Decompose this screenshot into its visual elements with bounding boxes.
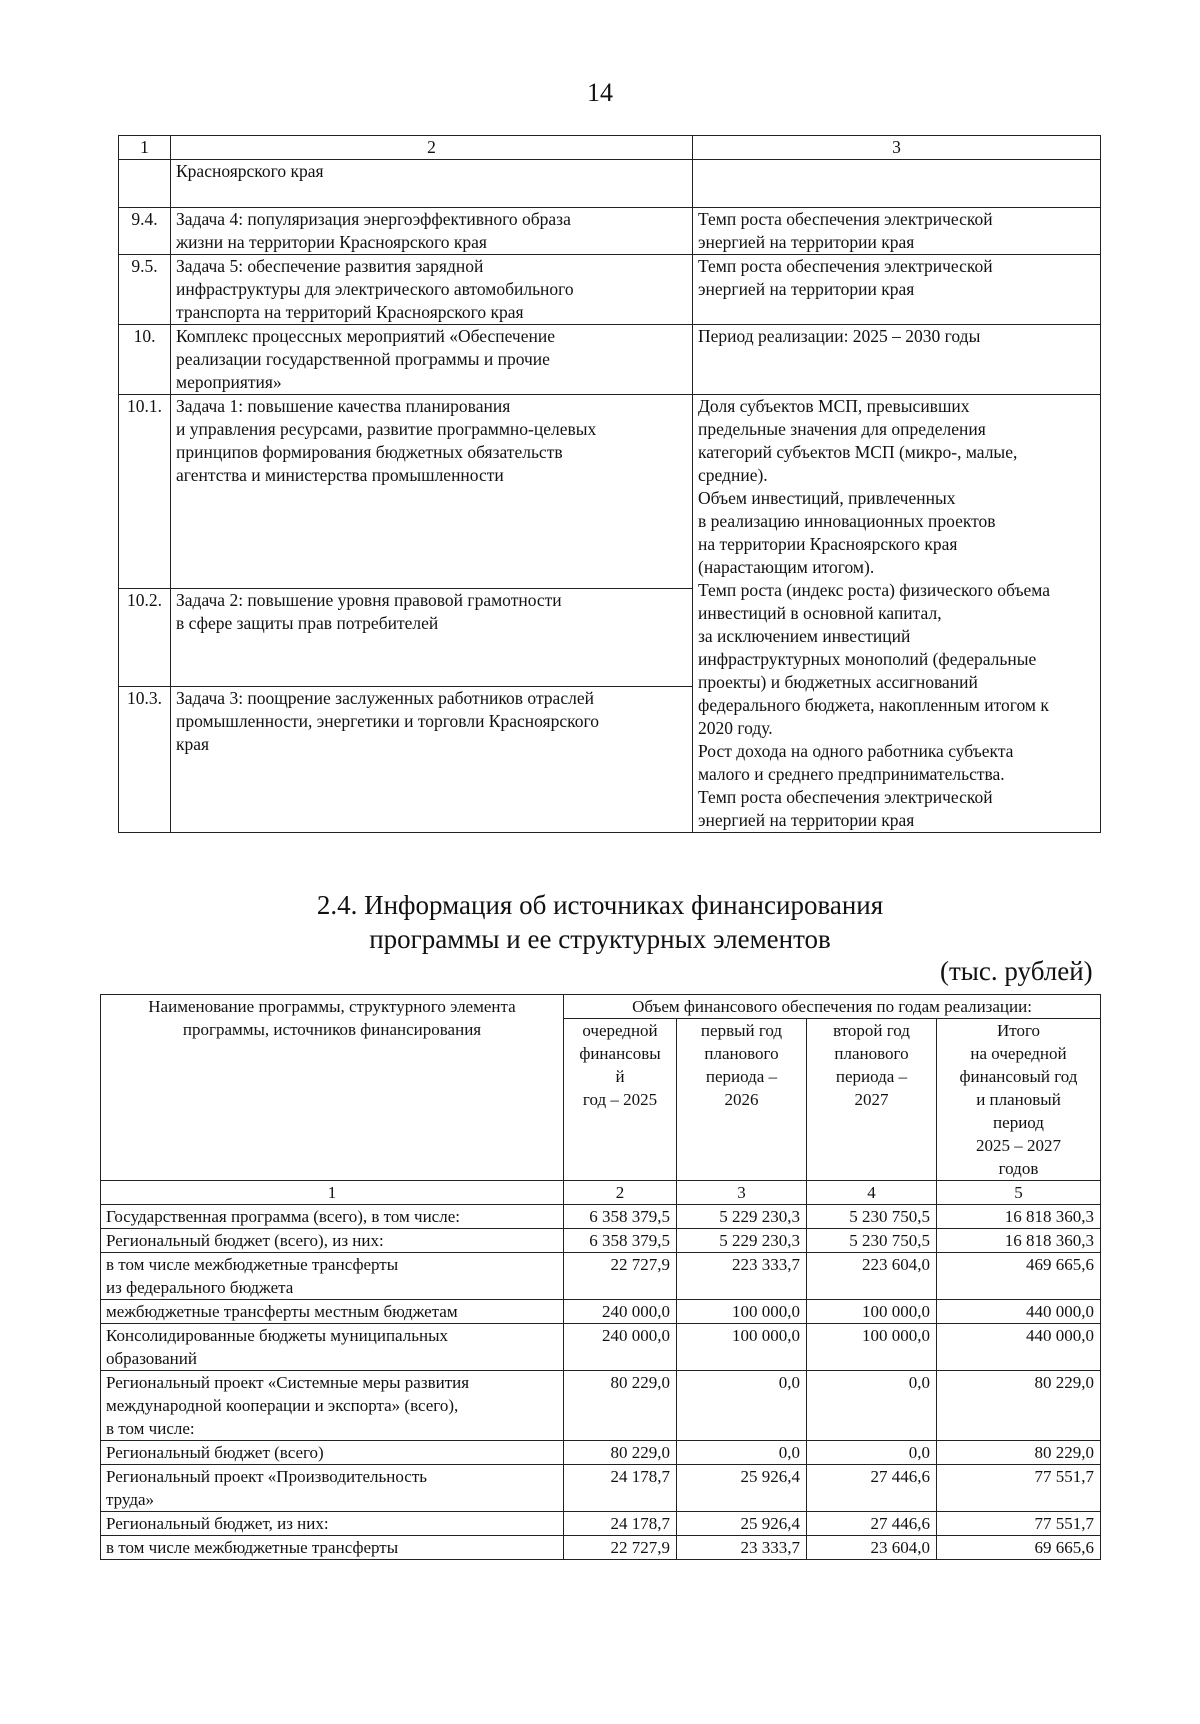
column-numbers-row bbox=[101, 1181, 1101, 1205]
value-cell: 22 727,9 bbox=[564, 1536, 677, 1560]
year-header-cell bbox=[807, 1019, 937, 1181]
value-cell: 6 358 379,5 bbox=[564, 1205, 677, 1229]
units-label: (тыс. рублей) bbox=[940, 956, 1093, 986]
value-cell: 240 000,0 bbox=[564, 1300, 677, 1324]
text-line: Красноярского края bbox=[176, 161, 324, 181]
text-line: 2020 году. bbox=[698, 718, 773, 738]
text-line: труда» bbox=[106, 1490, 155, 1509]
total-header-cell bbox=[937, 1019, 1101, 1181]
row-number bbox=[119, 160, 171, 208]
text-line: й bbox=[615, 1067, 625, 1086]
value-cell: 22 727,9 bbox=[564, 1253, 677, 1300]
text-line: образований bbox=[106, 1349, 197, 1368]
text-line: Задача 2: повышение уровня правовой грамотности bbox=[176, 589, 562, 610]
group-header-cell: Объем финансового обеспечения по годам реализации: bbox=[564, 995, 1101, 1019]
text-line: Региональный проект «Производительность bbox=[106, 1467, 428, 1486]
text-line: Государственная программа (всего), в том числе: bbox=[106, 1207, 460, 1226]
value-cell: 100 000,0 bbox=[677, 1324, 807, 1371]
text-line: энергией на территории края bbox=[698, 232, 915, 252]
name-cell bbox=[101, 1253, 564, 1300]
task-cell bbox=[171, 325, 693, 395]
table-row bbox=[119, 160, 1101, 208]
text-line: финансовый год bbox=[959, 1067, 1078, 1086]
name-cell bbox=[101, 1324, 564, 1371]
text-line: планового bbox=[704, 1044, 779, 1063]
value-cell: 80 229,0 bbox=[937, 1371, 1101, 1441]
text-line: в сфере защиты прав потребителей bbox=[176, 612, 439, 633]
text-line: финансовы bbox=[579, 1044, 661, 1063]
text-line: периода – bbox=[835, 1067, 908, 1086]
table-header-row bbox=[101, 995, 1101, 1019]
text-line: инфраструктуры для электрического автомобильного bbox=[176, 279, 574, 299]
value-cell: 440 000,0 bbox=[937, 1300, 1101, 1324]
value-cell: 25 926,4 bbox=[677, 1512, 807, 1536]
value-cell: 25 926,4 bbox=[677, 1465, 807, 1512]
text-line: 2025 – 2027 bbox=[976, 1136, 1061, 1155]
name-cell bbox=[101, 1300, 564, 1324]
text-line: второй год bbox=[833, 1021, 910, 1040]
year-header-cell bbox=[564, 1019, 677, 1181]
text-line: энергией на территории края bbox=[698, 279, 915, 299]
text-line: в том числе межбюджетные трансферты bbox=[106, 1538, 399, 1557]
financing-table bbox=[100, 994, 1101, 1560]
text-line: Консолидированные бюджеты муниципальных bbox=[106, 1326, 449, 1345]
indicator-cell bbox=[693, 160, 1101, 208]
text-line: Задача 5: обеспечение развития зарядной bbox=[176, 256, 484, 276]
text-line: годов bbox=[998, 1159, 1039, 1178]
text-line: период bbox=[993, 1113, 1044, 1132]
text-line: международной кооперации и экспорта» (всего), bbox=[106, 1396, 459, 1415]
table-row bbox=[119, 208, 1101, 255]
text-line: Итого bbox=[996, 1021, 1041, 1040]
value-cell: 5 230 750,5 bbox=[807, 1205, 937, 1229]
value-cell: 100 000,0 bbox=[807, 1324, 937, 1371]
value-cell: 0,0 bbox=[807, 1441, 937, 1465]
table-row bbox=[101, 1536, 1101, 1560]
text-line: реализации государственной программы и прочие bbox=[176, 349, 550, 369]
value-cell: 24 178,7 bbox=[564, 1465, 677, 1512]
indicator-cell bbox=[693, 255, 1101, 325]
value-cell: 27 446,6 bbox=[807, 1465, 937, 1512]
table-row bbox=[119, 325, 1101, 395]
section-heading bbox=[0, 888, 1200, 956]
value-cell: 23 604,0 bbox=[807, 1536, 937, 1560]
value-cell: 77 551,7 bbox=[937, 1465, 1101, 1512]
name-cell bbox=[101, 1441, 564, 1465]
value-cell: 469 665,6 bbox=[937, 1253, 1101, 1300]
text-line: агентства и министерства промышленности bbox=[176, 465, 504, 485]
text-line: очередной bbox=[582, 1021, 658, 1040]
task-cell bbox=[171, 160, 693, 208]
table-row bbox=[119, 395, 1101, 589]
value-cell: 5 229 230,3 bbox=[677, 1229, 807, 1253]
text-line: Региональный бюджет (всего) bbox=[106, 1443, 324, 1462]
value-cell: 223 604,0 bbox=[807, 1253, 937, 1300]
task-cell bbox=[171, 395, 693, 589]
task-cell bbox=[171, 255, 693, 325]
text-line: первый год bbox=[700, 1021, 783, 1040]
value-cell: 77 551,7 bbox=[937, 1512, 1101, 1536]
value-cell: 223 333,7 bbox=[677, 1253, 807, 1300]
text-line: планового bbox=[834, 1044, 909, 1063]
text-line: год – 2025 bbox=[582, 1090, 658, 1109]
text-line: межбюджетные трансферты местным бюджетам bbox=[106, 1302, 458, 1321]
name-cell bbox=[101, 1536, 564, 1560]
text-line: Доля субъектов МСП, превысивших bbox=[698, 396, 970, 416]
page-number: 14 bbox=[587, 78, 613, 107]
column-number: 4 bbox=[807, 1181, 937, 1205]
table-row bbox=[101, 1229, 1101, 1253]
text-line: энергией на территории края bbox=[698, 810, 915, 830]
name-cell bbox=[101, 1371, 564, 1441]
table-row bbox=[119, 255, 1101, 325]
value-cell: 5 229 230,3 bbox=[677, 1205, 807, 1229]
text-line: Объем инвестиций, привлеченных bbox=[698, 488, 956, 508]
name-cell bbox=[101, 1512, 564, 1536]
year-header-cell bbox=[677, 1019, 807, 1181]
table-row bbox=[101, 1300, 1101, 1324]
value-cell: 100 000,0 bbox=[677, 1300, 807, 1324]
column-number: 1 bbox=[101, 1181, 564, 1205]
row-number: 9.5. bbox=[119, 255, 171, 325]
row-number: 10.2. bbox=[119, 588, 171, 686]
text-line: категорий субъектов МСП (микро-, малые, bbox=[698, 442, 1018, 462]
name-cell bbox=[101, 1229, 564, 1253]
text-line: Наименование программы, структурного элемента bbox=[148, 997, 516, 1016]
text-line: на территории Красноярского края bbox=[698, 534, 958, 554]
name-header-cell bbox=[101, 995, 564, 1181]
value-cell: 16 818 360,3 bbox=[937, 1229, 1101, 1253]
text-line: в том числе: bbox=[106, 1419, 195, 1438]
text-line: предельные значения для определения bbox=[698, 419, 986, 439]
text-line: жизни на территории Красноярского края bbox=[176, 232, 487, 252]
value-cell: 0,0 bbox=[677, 1441, 807, 1465]
table-row bbox=[101, 1371, 1101, 1441]
text-line: Комплекс процессных мероприятий «Обеспечение bbox=[176, 326, 556, 346]
text-line: федерального бюджета, накопленным итогом к bbox=[698, 695, 1049, 715]
text-line: промышленности, энергетики и торговли Красноярского bbox=[176, 710, 599, 731]
text-line: и плановый bbox=[976, 1090, 1061, 1109]
indicator-cell bbox=[693, 325, 1101, 395]
task-cell bbox=[171, 588, 693, 686]
heading-line: программы и ее структурных элементов bbox=[369, 924, 831, 954]
table-header-row bbox=[119, 136, 1101, 160]
value-cell: 440 000,0 bbox=[937, 1324, 1101, 1371]
value-cell: 16 818 360,3 bbox=[937, 1205, 1101, 1229]
task-cell bbox=[171, 208, 693, 255]
heading-line: 2.4. Информация об источниках финансирования bbox=[316, 890, 884, 920]
text-line: Темп роста обеспечения электрической bbox=[698, 787, 993, 807]
row-number: 10.1. bbox=[119, 395, 171, 589]
text-line: Задача 1: повышение качества планирования bbox=[176, 396, 511, 416]
text-line: в том числе межбюджетные трансферты bbox=[106, 1255, 399, 1274]
text-line: и управления ресурсами, развитие программно-целевых bbox=[176, 419, 597, 439]
text-line: транспорта на территорий Красноярского края bbox=[176, 302, 524, 322]
table-row bbox=[101, 1441, 1101, 1465]
text-line: Период реализации: 2025 – 2030 годы bbox=[698, 326, 981, 346]
text-line: средние). bbox=[698, 465, 768, 485]
value-cell: 100 000,0 bbox=[807, 1300, 937, 1324]
value-cell: 0,0 bbox=[807, 1371, 937, 1441]
name-cell bbox=[101, 1465, 564, 1512]
text-line: инфраструктурных монополий (федеральные bbox=[698, 649, 1037, 669]
text-line: инвестиций в основной капитал, bbox=[698, 603, 942, 623]
row-number: 9.4. bbox=[119, 208, 171, 255]
table-row bbox=[101, 1512, 1101, 1536]
text-line: (нарастающим итогом). bbox=[698, 557, 875, 577]
table-row bbox=[101, 1465, 1101, 1512]
value-cell: 80 229,0 bbox=[564, 1441, 677, 1465]
column-number: 3 bbox=[677, 1181, 807, 1205]
indicator-cell bbox=[693, 208, 1101, 255]
text-line: края bbox=[176, 733, 210, 754]
text-line: из федерального бюджета bbox=[106, 1278, 294, 1297]
value-cell: 5 230 750,5 bbox=[807, 1229, 937, 1253]
text-line: 2026 bbox=[724, 1090, 759, 1109]
header-cell: 1 bbox=[119, 136, 171, 160]
text-line: за исключением инвестиций bbox=[698, 626, 911, 646]
task-cell bbox=[171, 686, 693, 832]
header-cell: 3 bbox=[693, 136, 1101, 160]
table-row bbox=[101, 1324, 1101, 1371]
value-cell: 6 358 379,5 bbox=[564, 1229, 677, 1253]
text-line: 2027 bbox=[854, 1090, 889, 1109]
text-line: Темп роста обеспечения электрической bbox=[698, 209, 993, 229]
column-number: 5 bbox=[937, 1181, 1101, 1205]
text-line: Региональный бюджет (всего), из них: bbox=[106, 1231, 384, 1250]
value-cell: 80 229,0 bbox=[564, 1371, 677, 1441]
row-number: 10.3. bbox=[119, 686, 171, 832]
value-cell: 240 000,0 bbox=[564, 1324, 677, 1371]
column-number: 2 bbox=[564, 1181, 677, 1205]
table-row bbox=[101, 1205, 1101, 1229]
text-line: Задача 3: поощрение заслуженных работников отраслей bbox=[176, 687, 594, 708]
text-line: программы, источников финансирования bbox=[182, 1020, 482, 1039]
value-cell: 80 229,0 bbox=[937, 1441, 1101, 1465]
value-cell: 23 333,7 bbox=[677, 1536, 807, 1560]
text-line: Темп роста обеспечения электрической bbox=[698, 256, 993, 276]
tasks-table bbox=[118, 135, 1101, 833]
text-line: Задача 4: популяризация энергоэффективного образа bbox=[176, 209, 571, 229]
table-row bbox=[101, 1253, 1101, 1300]
text-line: малого и среднего предпринимательства. bbox=[698, 764, 1005, 784]
text-line: мероприятия» bbox=[176, 372, 282, 392]
text-line: периода – bbox=[705, 1067, 778, 1086]
merged-indicator-cell bbox=[693, 395, 1101, 833]
text-line: Рост дохода на одного работника субъекта bbox=[698, 741, 1014, 761]
value-cell: 69 665,6 bbox=[937, 1536, 1101, 1560]
text-line: проекты) и бюджетных ассигнований bbox=[698, 672, 978, 692]
text-line: на очередной bbox=[970, 1044, 1067, 1063]
text-line: Региональный бюджет, из них: bbox=[106, 1514, 329, 1533]
row-number: 10. bbox=[119, 325, 171, 395]
header-cell: 2 bbox=[171, 136, 693, 160]
value-cell: 24 178,7 bbox=[564, 1512, 677, 1536]
text-line: в реализацию инновационных проектов bbox=[698, 511, 996, 531]
text-line: принципов формирования бюджетных обязательств bbox=[176, 442, 563, 462]
value-cell: 27 446,6 bbox=[807, 1512, 937, 1536]
value-cell: 0,0 bbox=[677, 1371, 807, 1441]
name-cell bbox=[101, 1205, 564, 1229]
text-line: Региональный проект «Системные меры развития bbox=[106, 1373, 470, 1392]
text-line: Темп роста (индекс роста) физического объема bbox=[698, 580, 1051, 600]
